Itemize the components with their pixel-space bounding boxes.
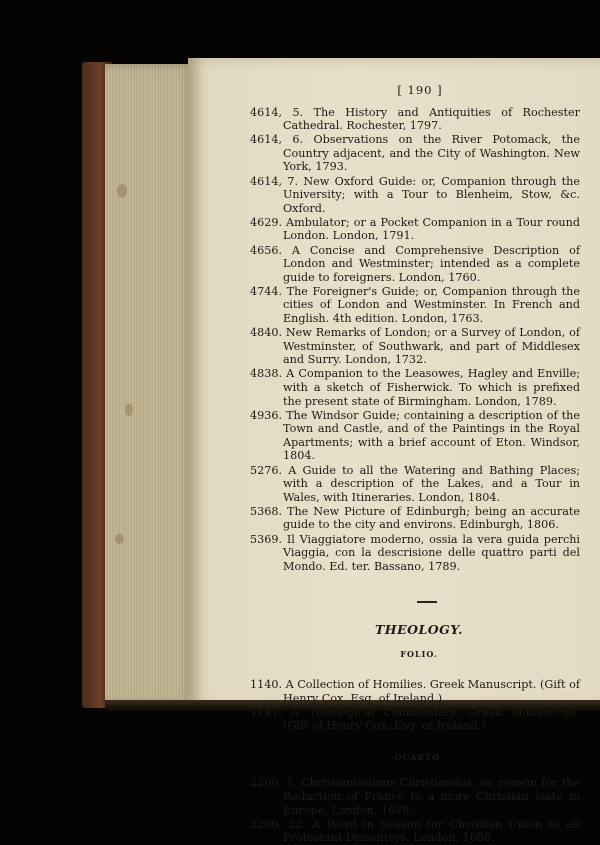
page-edges — [105, 64, 195, 704]
catalogue-entry: 5368. The New Picture of Edinburgh; being an accurate guide to the city and environs. Edinburgh, 1806. — [250, 504, 580, 532]
catalogue-entry: 1140. A Collection of Homilies. Greek Manuscript. (Gift of Henry Cox, Esq. of Ireland.) — [250, 677, 580, 705]
quarto-label: QUARTO. — [394, 751, 444, 762]
catalogue-entry: 1141. A Theological Commentary. Greek Manuscript. (Gift of Henry Cox, Esq. of Ireland.) — [250, 705, 580, 733]
catalogue-entry: 2200, 1. Christianissimus Christiandus; or, reason for the Reduction of France to a more Christian state in Europe. London, 1678. — [250, 776, 580, 817]
catalogue-entry: 5276. A Guide to all the Watering and Bathing Places; with a description of the Lakes, and a Tour in Wales, with Itineraries. London, 1804. — [250, 463, 580, 504]
stain — [115, 534, 124, 544]
catalogue-entry: 4656. A Concise and Comprehensive Description of London and Westminster; intended as a complete guide to foreigners. London, 1760. — [250, 243, 580, 284]
folio-label: FOLIO. — [400, 649, 438, 660]
stain — [125, 404, 133, 416]
catalogue-entry: 4744. The Foreigner's Guide; or, Companion through the cities of London and Westminster. In French and English. 4th edition. London, 1763. — [250, 284, 580, 325]
catalogue-entry: 5369. Il Viaggiatore moderno, ossia la vera guida perchi Viaggia, con la descrisione delle quattro parti del Mondo. Ed. ter. Bassano, 1789. — [250, 532, 580, 573]
entry-list-top — [250, 106, 580, 574]
section-divider — [417, 601, 437, 603]
catalogue-entry: 4629. Ambulator; or a Pocket Companion in a Tour round London. London, 1791. — [250, 215, 580, 243]
page-number: [ 190 ] — [397, 83, 443, 97]
catalogue-entry: 4936. The Windsor Guide; containing a description of the Town and Castle, and of the Paintings in the Royal Apartments; with a brief account of Eton. Windsor, 1804. — [250, 408, 580, 463]
section-heading: THEOLOGY. — [374, 621, 464, 637]
catalogue-entry: 4840. New Remarks of London; or a Survey of London, of Westminster, of Southwark, and part of Middlesex and Surry. London, 1732. — [250, 326, 580, 367]
catalogue-entry: 4838. A Companion to the Leasowes, Hagley and Enville; with a sketch of Fisherwick. To which is prefixed the present state of Birmingham. London, 1789. — [250, 367, 580, 408]
catalogue-entry: 4614, 6. Observations on the River Potomack, the Country adjacent, and the City of Washington. New York, 1793. — [250, 133, 580, 174]
catalogue-entry: 2200, 22. A Word in Season for Christian Union to all Protestant Dissenters. London, 1680. — [250, 817, 580, 845]
catalogue-entry: 4614, 5. The History and Antiquities of Rochester Cathedral. Rochester, 1797. — [250, 105, 580, 133]
stain — [117, 184, 127, 198]
page-text — [250, 84, 580, 845]
catalogue-entry: 4614, 7. New Oxford Guide: or, Companion through the University; with a Tour to Blenheim, Stow, &c. Oxford. — [250, 174, 580, 215]
